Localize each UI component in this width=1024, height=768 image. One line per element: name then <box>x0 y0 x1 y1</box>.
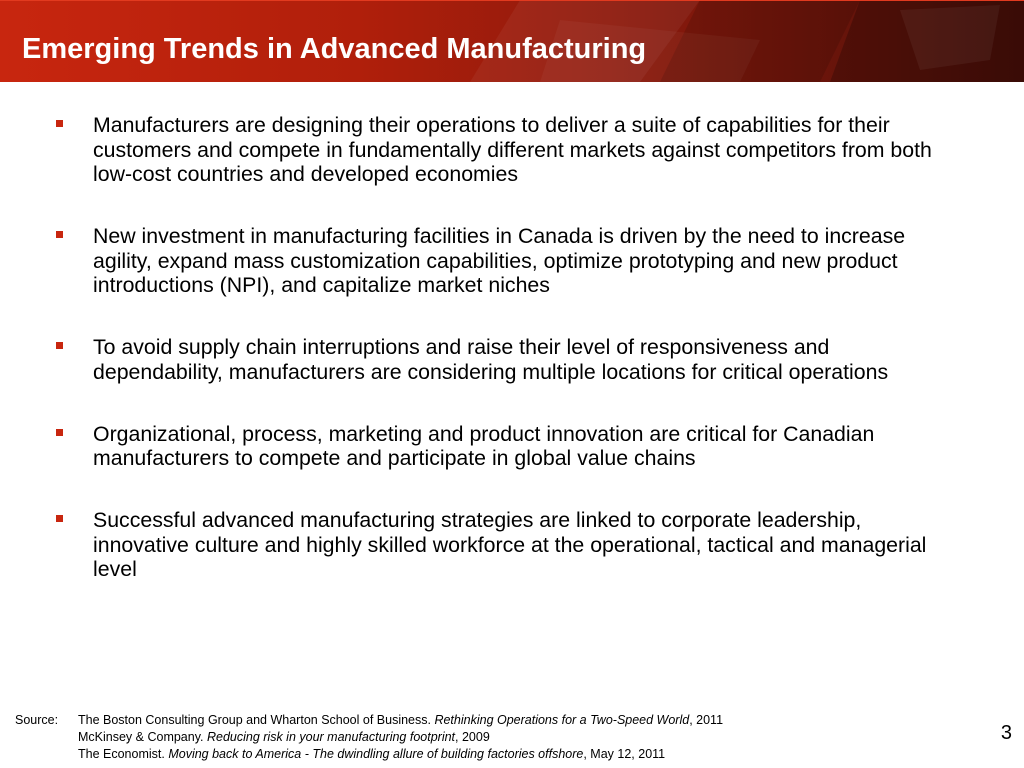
source-citations <box>15 712 723 763</box>
bullet-text: To avoid supply chain interruptions and raise their level of responsiveness and dependability, manufacturers are considering multiple locations for critical operations <box>93 335 889 384</box>
source-entry <box>78 746 665 763</box>
source-row <box>15 712 723 729</box>
bullet-text: Manufacturers are designing their operations to deliver a suite of capabilities for their customers and compete in fundamentally different markets against competitors from both low-cost countries and developed economies <box>93 113 932 186</box>
slide-title: Emerging Trends in Advanced Manufacturing <box>22 33 647 65</box>
bullet-item <box>54 508 954 582</box>
source-publisher: The Economist. <box>78 747 169 761</box>
source-year: , 2009 <box>455 730 490 744</box>
source-entry <box>78 712 723 729</box>
source-title: Rethinking Operations for a Two-Speed World <box>434 713 690 727</box>
square-bullet-icon <box>56 515 63 522</box>
source-row <box>15 729 723 746</box>
source-year: , 2011 <box>689 713 724 727</box>
bullet-list <box>54 113 954 619</box>
source-publisher: McKinsey & Company. <box>78 730 207 744</box>
bullet-item <box>54 335 954 384</box>
source-year: , May 12, 2011 <box>583 747 666 761</box>
square-bullet-icon <box>56 342 63 349</box>
square-bullet-icon <box>56 429 63 436</box>
bullet-text: New investment in manufacturing facilities in Canada is driven by the need to increase agility, expand mass customization capabilities, optimize prototyping and new product introductions (NPI), and capitalize market niches <box>93 224 906 297</box>
bullet-item <box>54 422 954 471</box>
source-publisher: The Boston Consulting Group and Wharton School of Business. <box>78 713 435 727</box>
bullet-item <box>54 224 954 298</box>
source-title: Moving back to America - The dwindling allure of building factories offshore <box>168 747 584 761</box>
page-number: 3 <box>1000 722 1012 744</box>
source-title: Reducing risk in your manufacturing footprint <box>206 730 456 744</box>
bullet-text: Successful advanced manufacturing strategies are linked to corporate leadership, innovative culture and highly skilled workforce at the operational, tactical and managerial level <box>93 508 927 581</box>
square-bullet-icon <box>56 231 63 238</box>
square-bullet-icon <box>56 120 63 127</box>
title-banner <box>0 0 1024 82</box>
bullet-text: Organizational, process, marketing and product innovation are critical for Canadian manufacturers to compete and participate in global value chains <box>93 421 875 470</box>
source-label: Source: <box>15 713 59 727</box>
bullet-item <box>54 113 954 187</box>
source-entry <box>78 729 490 746</box>
source-row <box>15 746 723 763</box>
